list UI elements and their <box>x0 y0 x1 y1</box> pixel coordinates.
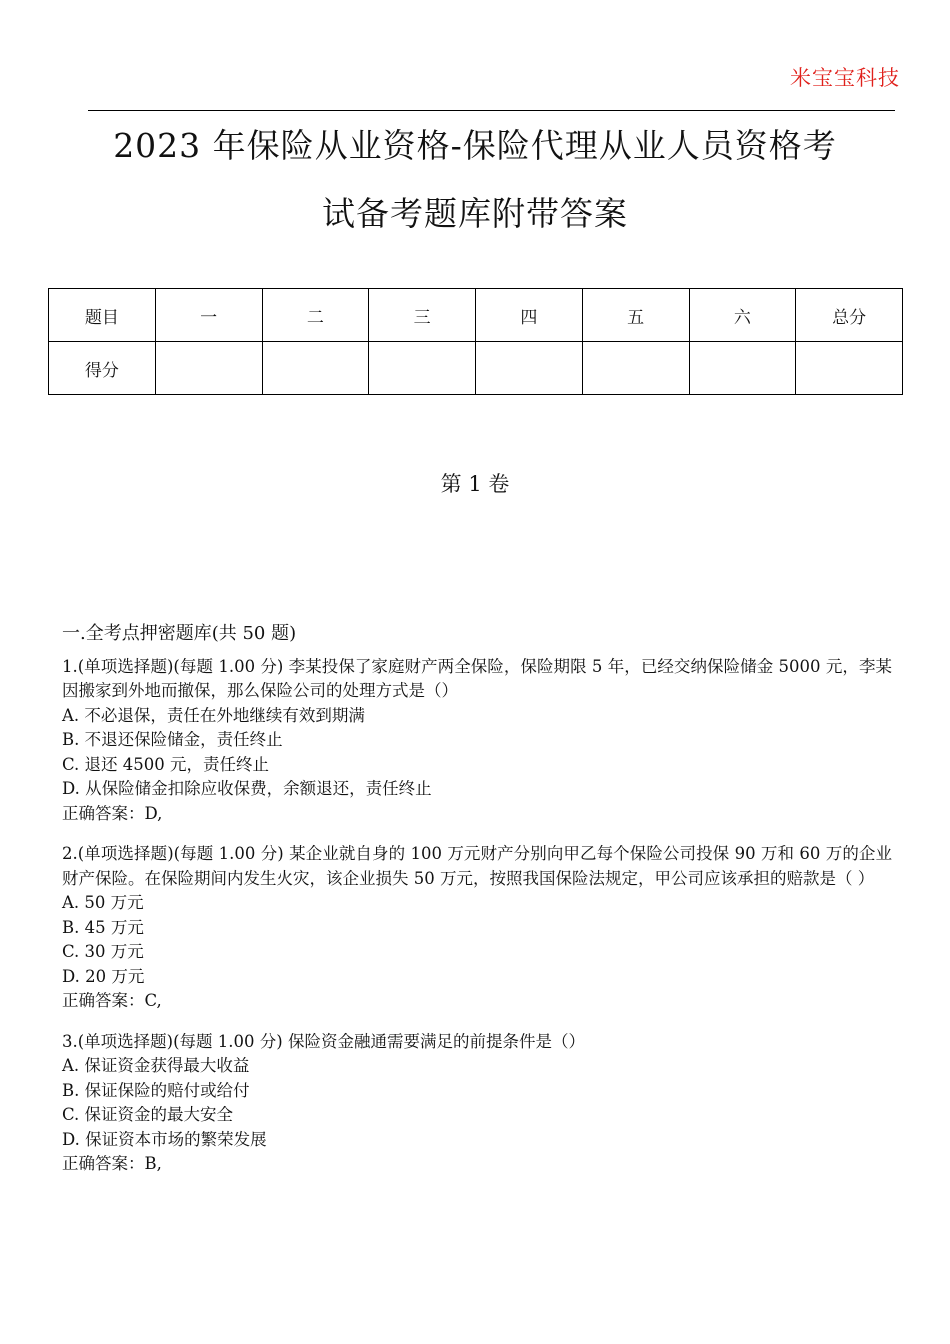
answer: 正确答案：B, <box>62 1154 162 1173</box>
score-header-cell: 题目 <box>49 289 156 342</box>
score-header-cell: 一 <box>155 289 262 342</box>
question-item <box>62 655 892 827</box>
option-c: C. 保证资金的最大安全 <box>62 1105 234 1124</box>
score-header-cell: 二 <box>262 289 369 342</box>
answer: 正确答案：C, <box>62 991 162 1010</box>
question-text: 1.(单项选择题)(每题 1.00 分) 李某投保了家庭财产两全保险，保险期限 5 年，已经交纳保险储金 5000 元，李某因搬家到外地而撤保，那么保险公司的处理方式是（） <box>62 656 892 700</box>
score-header-cell: 三 <box>369 289 476 342</box>
score-cell[interactable] <box>262 342 369 395</box>
score-table <box>48 288 903 395</box>
score-cell[interactable] <box>582 342 689 395</box>
title-line-1: 2023 年保险从业资格-保险代理从业人员资格考 <box>113 126 837 165</box>
section-title: 一.全考点押密题库(共 50 题) <box>62 623 297 644</box>
score-cell[interactable] <box>689 342 796 395</box>
option-d: D. 20 万元 <box>62 966 145 986</box>
brand-logo-text: 米宝宝科技 <box>790 66 900 90</box>
question-item <box>62 842 892 1014</box>
option-a: A. 不必退保，责任在外地继续有效到期满 <box>62 705 365 725</box>
title-line-2: 试备考题库附带答案 <box>322 194 628 233</box>
option-b: B. 不退还保险储金，责任终止 <box>62 730 283 749</box>
question-section <box>62 622 892 1193</box>
score-header-cell: 六 <box>689 289 796 342</box>
option-d: D. 从保险储金扣除应收保费，余额退还，责任终止 <box>62 779 432 798</box>
score-cell[interactable] <box>476 342 583 395</box>
question-text: 2.(单项选择题)(每题 1.00 分) 某企业就自身的 100 万元财产分别向甲乙每个保险公司投保 90 万和 60 万的企业财产保险。在保险期间内发生火灾，该企业损失 50 万元，按照我国保险法规定，甲公司应该承担的赔款是（ ） <box>62 844 892 888</box>
option-b: B. 45 万元 <box>62 917 144 937</box>
option-b: B. 保证保险的赔付或给付 <box>62 1080 250 1100</box>
volume-label: 第 1 卷 <box>440 472 510 496</box>
header-rule <box>88 110 895 111</box>
option-a: A. 50 万元 <box>62 893 144 912</box>
score-header-cell: 四 <box>476 289 583 342</box>
question-text: 3.(单项选择题)(每题 1.00 分) 保险资金融通需要满足的前提条件是（） <box>62 1031 585 1051</box>
answer: 正确答案：D, <box>62 803 163 823</box>
score-header-cell: 五 <box>582 289 689 342</box>
score-cell[interactable] <box>369 342 476 395</box>
question-item <box>62 1030 892 1177</box>
option-d: D. 保证资本市场的繁荣发展 <box>62 1129 267 1149</box>
score-cell[interactable] <box>796 342 903 395</box>
score-header-cell: 总分 <box>796 289 903 342</box>
score-cell[interactable] <box>155 342 262 395</box>
score-table-score-row <box>49 342 903 395</box>
option-c: C. 30 万元 <box>62 942 144 961</box>
option-c: C. 退还 4500 元，责任终止 <box>62 754 270 774</box>
document-title <box>40 112 910 248</box>
score-table-header-row <box>49 289 903 342</box>
option-a: A. 保证资金获得最大收益 <box>62 1056 250 1075</box>
score-row-label: 得分 <box>49 342 156 395</box>
